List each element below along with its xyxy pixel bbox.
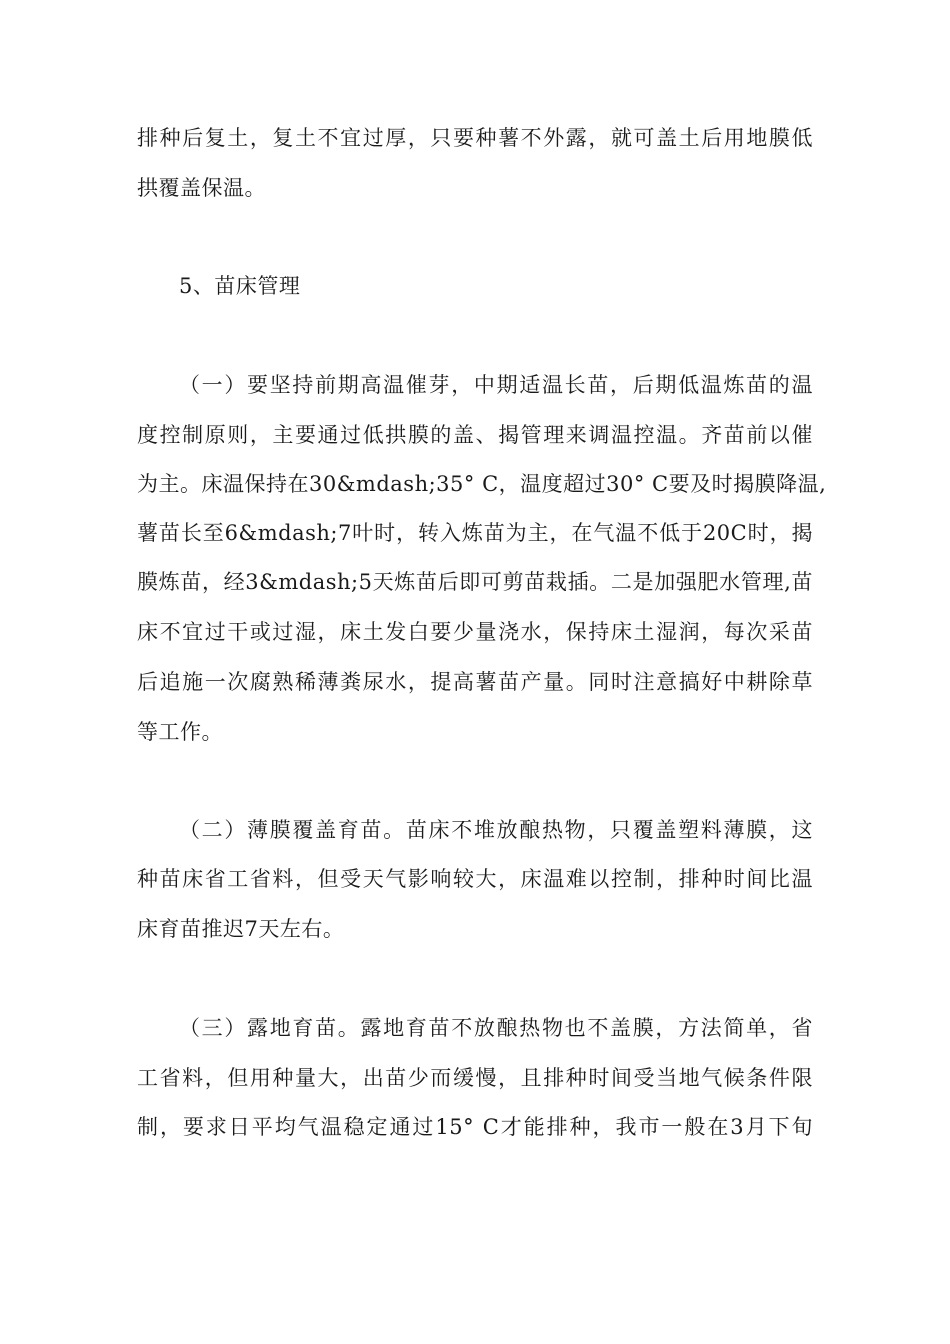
paragraph-3-line-2: 度控制原则，主要通过低拱膜的盖、揭管理来调温控温。齐苗前以催 — [137, 423, 813, 447]
paragraph-4-line-2: 种苗床省工省料，但受天气影响较大，床温难以控制，排种时间比温 — [137, 867, 813, 891]
paragraph-3-line-6: 床不宜过干或过湿，床土发白要少量浇水，保持床土湿润，每次采苗 — [137, 620, 813, 644]
paragraph-3-line-7: 后追施一次腐熟稀薄粪尿水，提高薯苗产量。同时注意搞好中耕除草 — [137, 670, 813, 694]
paragraph-3-line-5: 膜炼苗，经3&mdash;5天炼苗后即可剪苗栽插。二是加强肥水管理,苗 — [137, 570, 813, 594]
section-heading: 5、苗床管理 — [179, 274, 301, 298]
paragraph-3-line-3: 为主。床温保持在30&mdash;35° C，温度超过30° C要及时揭膜降温, — [137, 472, 827, 496]
paragraph-5-line-2: 工省料，但用种量大，出苗少而缓慢，且排种时间受当地气候条件限 — [137, 1066, 813, 1090]
paragraph-3-line-1: （一）要坚持前期高温催芽，中期适温长苗，后期低温炼苗的温 — [179, 373, 813, 397]
paragraph-5-line-3: 制，要求日平均气温稳定通过15° C才能排种，我市一般在3月下旬 — [137, 1115, 813, 1139]
paragraph-4-line-1: （二）薄膜覆盖育苗。苗床不堆放酿热物，只覆盖塑料薄膜，这 — [179, 818, 813, 842]
paragraph-5-line-1: （三）露地育苗。露地育苗不放酿热物也不盖膜，方法简单，省 — [179, 1016, 813, 1040]
paragraph-1-line-1: 排种后复土，复土不宜过厚，只要种薯不外露，就可盖土后用地膜低 — [137, 126, 813, 150]
paragraph-4-line-3: 床育苗推迟7天左右。 — [137, 917, 345, 941]
paragraph-3-line-4: 薯苗长至6&mdash;7叶时，转入炼苗为主，在气温不低于20C时，揭 — [137, 521, 813, 545]
paragraph-1-line-2: 拱覆盖保温。 — [137, 176, 266, 200]
paragraph-3-line-8: 等工作。 — [137, 720, 223, 744]
